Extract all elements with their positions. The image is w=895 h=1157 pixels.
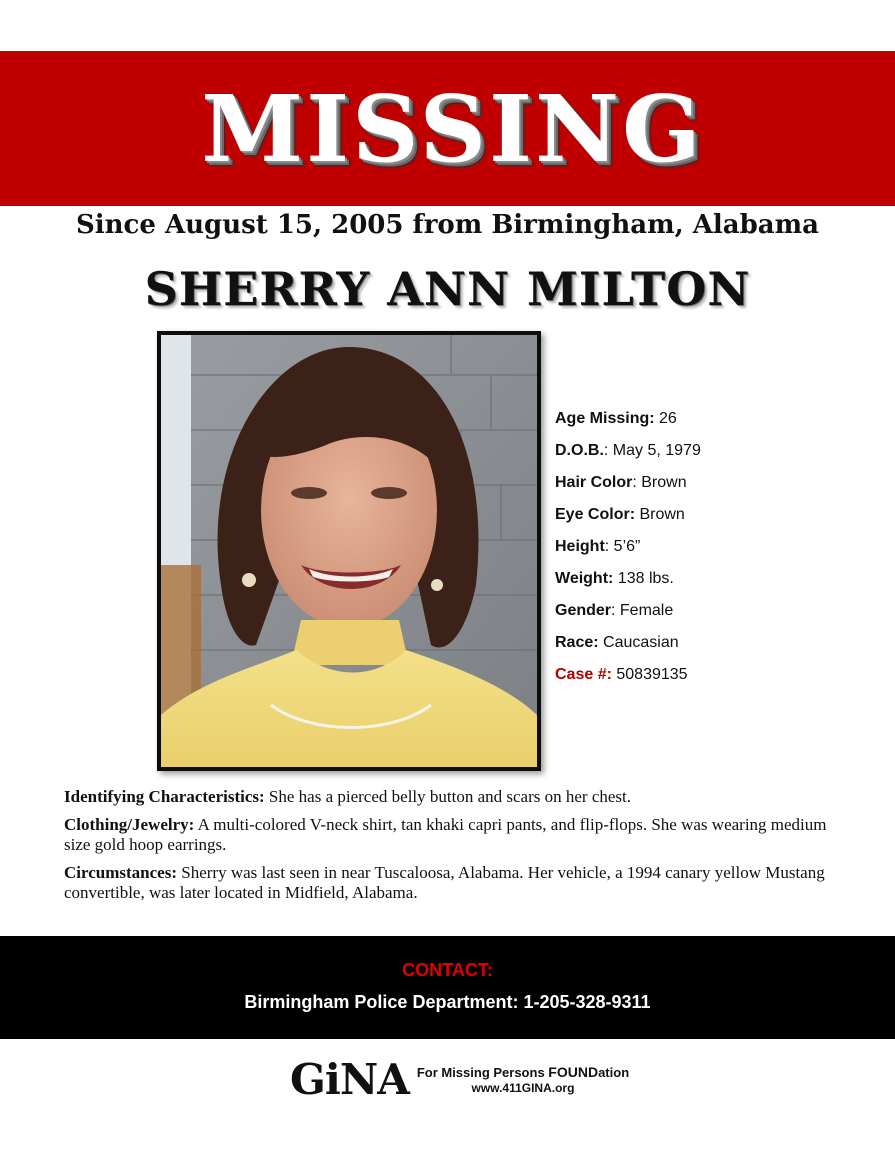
detail-label: Clothing/Jewelry: — [64, 815, 195, 834]
gina-logo-text — [417, 1064, 629, 1095]
gina-logo-mark: GiNA — [290, 1054, 409, 1104]
missing-banner — [0, 51, 895, 206]
fact-label: Weight: — [555, 570, 614, 587]
fact-value: : May 5, 1979 — [603, 442, 701, 459]
detail-label: Identifying Characteristics: — [64, 787, 265, 806]
fact-eye-color — [555, 501, 875, 533]
missing-since: Since August 15, 2005 from Birmingham, Alabama — [76, 210, 819, 240]
identifying-characteristics — [64, 787, 839, 807]
fact-label: Height — [555, 538, 605, 555]
contact-label: CONTACT: — [402, 960, 493, 980]
fact-value: 26 — [654, 410, 677, 427]
fact-case-number — [555, 661, 875, 693]
fact-value: 50839135 — [611, 666, 688, 683]
person-name: SHERRY ANN MILTON — [144, 262, 751, 316]
fact-value: : Female — [611, 602, 674, 619]
fact-value: 138 lbs. — [613, 570, 674, 587]
circumstances — [64, 863, 839, 903]
detail-text: Sherry was last seen in near Tuscaloosa, Alabama. Her vehicle, a 1994 canary yellow Mustang convertible, was later located in Midfield, Alabama. — [64, 863, 825, 902]
detail-label: Circumstances: — [64, 863, 177, 882]
clothing-jewelry — [64, 815, 839, 855]
fact-race — [555, 629, 875, 661]
gina-url: www.411GINA.org — [471, 1080, 575, 1095]
fact-label: Eye Color: — [555, 506, 636, 523]
contact-bar — [0, 936, 895, 1039]
fact-weight — [555, 565, 875, 597]
fact-label: Hair Color — [555, 474, 633, 491]
facts-list — [555, 405, 875, 693]
tagline-bold: FOUND — [548, 1063, 599, 1080]
banner-title: MISSING — [201, 74, 704, 183]
fact-label: Race: — [555, 634, 599, 651]
person-photo — [157, 331, 541, 771]
fact-value: : Brown — [632, 474, 687, 491]
fact-value: Caucasian — [598, 634, 679, 651]
fact-age-missing — [555, 405, 875, 437]
contact-info: Birmingham Police Department: 1-205-328-9311 — [244, 992, 651, 1012]
fact-label: D.O.B. — [555, 442, 604, 459]
tagline-suffix: ation — [598, 1064, 630, 1080]
fact-dob — [555, 437, 875, 469]
fact-label: Gender — [555, 602, 612, 619]
fact-value: : 5’6” — [604, 538, 641, 555]
detail-text: She has a pierced belly button and scars on her chest. — [264, 787, 632, 806]
gina-logo — [290, 1055, 629, 1103]
fact-height — [555, 533, 875, 565]
tagline-prefix: For Missing Persons — [416, 1064, 549, 1080]
details-section — [64, 787, 839, 911]
fact-gender — [555, 597, 875, 629]
gina-tagline — [417, 1064, 629, 1081]
detail-text: A multi-colored V-neck shirt, tan khaki capri pants, and flip-flops. She was wearing medium size gold hoop earrings. — [64, 815, 827, 854]
fact-label: Case #: — [555, 666, 612, 683]
fact-label: Age Missing: — [555, 410, 655, 427]
fact-hair-color — [555, 469, 875, 501]
fact-value: Brown — [635, 506, 685, 523]
